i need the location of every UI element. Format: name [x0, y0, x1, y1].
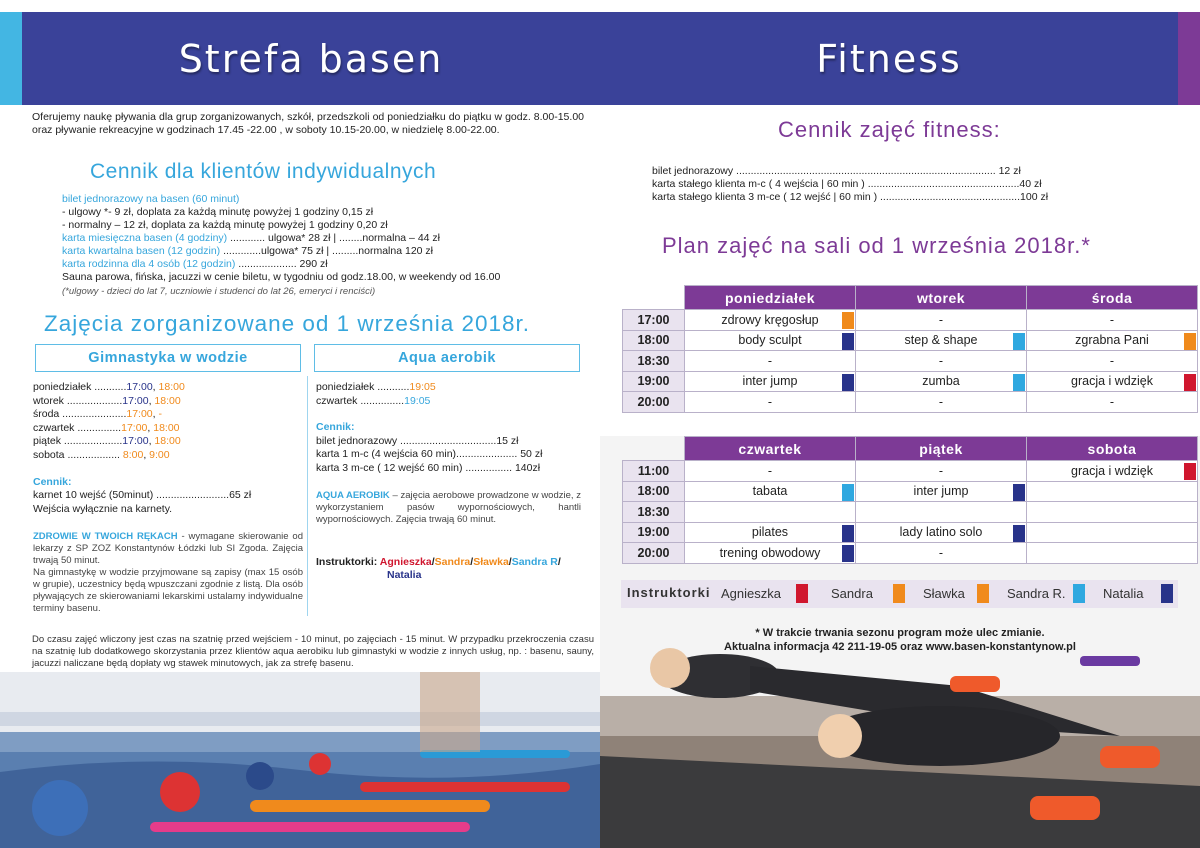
time-cell: 20:00	[623, 543, 685, 564]
class-cell	[1027, 461, 1198, 482]
class-cell	[856, 461, 1027, 482]
gim-sep: ,	[148, 394, 155, 407]
gim-row-3	[33, 422, 303, 436]
class-cell	[1027, 522, 1198, 543]
schedule-table-mon-wed	[622, 285, 1198, 413]
legend-name-sandra-r: Sandra R.	[1007, 586, 1066, 601]
time-cell: 18:00	[623, 330, 685, 351]
gim-day: środa ......................	[33, 408, 127, 421]
miesieczna-values: ............ ulgowa* 28 zł | ........normalna – 44 zł	[227, 232, 440, 244]
kwartalna-label: karta kwartalna basen (12 godzin)	[62, 245, 221, 257]
rodzinna-row	[62, 258, 592, 271]
zdrowie-text-2: Na gimnastykę w wodzie przyjmowane są zapisy (max 15 osób w grupie), uczestnicy będą wpuszczani zgodnie z listą. Dla osób pływających ze skierowaniami lekarskimi ustalamy indywidualne terminy basenu.	[33, 567, 303, 614]
aqua-karta3: karta 3 m-ce ( 12 wejść 60 min) ................ 140zł	[316, 461, 541, 474]
class-cell	[685, 543, 856, 564]
time-cell: 11:00	[623, 461, 685, 482]
gim-time-2: -	[158, 408, 162, 421]
fitness-notes	[700, 626, 1100, 654]
class-cell	[685, 461, 856, 482]
day-header: sobota	[1027, 437, 1198, 461]
legend-swatch-sandra	[893, 584, 905, 603]
legend-swatch-sandra-r	[1073, 584, 1085, 603]
class-name: trening obwodowy	[719, 545, 821, 560]
class-cell	[685, 392, 856, 413]
aqua-instr-sandra: Sandra	[434, 556, 471, 568]
aqua-instruktorki: Instruktorki: Agnieszka/Sandra/Sławka/Sandra R/ Natalia	[316, 556, 561, 581]
legend-swatch-agnieszka	[796, 584, 808, 603]
legend-name-agnieszka: Agnieszka	[721, 586, 781, 601]
gim-time-2: 18:00	[153, 421, 180, 434]
gim-day: sobota ..................	[33, 448, 123, 461]
class-name: step & shape	[904, 333, 978, 348]
ulgowy-line: - ulgowy *- 9 zł, doplata za każdą minutę powyżej 1 godziny 0,15 zł	[62, 206, 374, 218]
class-cell	[1027, 392, 1198, 413]
header-accent-right	[1178, 12, 1200, 105]
class-name: -	[938, 463, 944, 478]
aqua-instr-agnieszka: Agnieszka	[379, 556, 432, 568]
schedule-row	[623, 371, 1198, 392]
zajecia-title: Zajęcia zorganizowane od 1 września 2018r.	[44, 311, 531, 336]
aqua-row-0	[316, 381, 581, 395]
header-band-right	[600, 12, 1178, 105]
gim-time-2: 18:00	[154, 394, 181, 407]
page-title-fitness: Fitness	[816, 36, 962, 81]
instructor-color-marker	[1184, 374, 1196, 391]
instructor-color-marker	[1184, 463, 1196, 480]
bottom-note: Do czasu zajęć wliczony jest czas na szatnię przed wejściem - 10 minut, po zajęciach - 15 minut. W przypadku przekroczenia czasu na szatnię lub dodatkowego skorzystania przez klientów aqua aerobiku lub gimnastyki w wodzie z innych usług, np. : basenu, sauny, jacuzzi naliczane będą dopłaty wg stawek minutowych, jak za strefę basenu.	[32, 634, 594, 669]
pool-photo-illustration	[0, 672, 600, 848]
instructor-color-marker	[1184, 333, 1196, 350]
zdrowie-block	[33, 531, 303, 615]
class-name: zdrowy kręgosłup	[721, 312, 819, 327]
time-cell: 19:00	[623, 522, 685, 543]
legend-name-sandra: Sandra	[831, 586, 873, 601]
kwartalna-values: .............ulgowa* 75 zł | .........normalna 120 zł	[220, 245, 433, 257]
class-cell	[1027, 351, 1198, 372]
aqua-bilet: bilet jednorazowy .................................15 zł	[316, 434, 519, 447]
intro-text: Oferujemy naukę pływania dla grup zorganizowanych, szkół, przedszkoli od poniedziałku do piątku w godz. 8.00-15.00 oraz pływanie rekreacyjne w godzinach 17.45 -22.00 , w soboty 10.15-20.00, w niedzielę 8.00-22.00.	[32, 111, 584, 136]
sauna-line: Sauna parowa, fińska, jacuzzi w cenie biletu, w tygodniu od godz.18.00, w weekendy od 16.00	[62, 271, 501, 283]
schedule-row	[623, 461, 1198, 482]
zdrowie-text: - wymagane skierowanie od lekarzy z SP ZOZ Konstantynów Łódzki lub SI Zgoda. Zajęcia trwają 50 minut.	[33, 531, 303, 566]
gim-time-1: 17:00	[126, 408, 153, 421]
aqua-schedule	[316, 381, 581, 476]
schedule-header-blank	[623, 437, 685, 461]
instruktorki-legend	[621, 580, 1178, 608]
aqua-desc-text: – zajęcia aerobowe prowadzone w wodzie, z wykorzystaniem pasów wypornościowych, hantli wypornościowych. Zajęcia trwają 60 minut.	[316, 490, 581, 525]
gim-cennik-label: Cennik:	[33, 475, 72, 488]
instructor-color-marker	[842, 525, 854, 542]
class-cell	[1027, 330, 1198, 351]
gim-sep: ,	[152, 381, 159, 393]
aqua-instr-label: Instruktorki:	[316, 556, 380, 568]
schedule-row	[623, 392, 1198, 413]
class-cell	[685, 502, 856, 523]
aqua-cennik-label: Cennik:	[316, 421, 355, 434]
fitness-cennik-0: bilet jednorazowy ......................................................................................... 12 zł	[652, 165, 1021, 177]
schedule-row	[623, 502, 1198, 523]
class-name: -	[767, 394, 773, 409]
class-name: inter jump	[913, 484, 969, 499]
kwartalna-row	[62, 245, 592, 258]
day-header: środa	[1027, 286, 1198, 310]
schedule-row	[623, 522, 1198, 543]
gim-sep: ,	[152, 408, 159, 421]
rodzinna-label: karta rodzinna dla 4 osób (12 godzin)	[62, 258, 236, 270]
page-title-strefa-basen: Strefa basen	[178, 36, 444, 81]
gim-time-1: 17:00	[126, 381, 153, 393]
gim-wejscia: Wejścia wyłącznie na karnety.	[33, 502, 173, 515]
day-header: czwartek	[685, 437, 856, 461]
class-cell	[856, 522, 1027, 543]
day-header: wtorek	[856, 286, 1027, 310]
class-cell	[1027, 310, 1198, 331]
schedule-row	[623, 481, 1198, 502]
class-cell	[856, 392, 1027, 413]
gim-day: czwartek ...............	[33, 421, 122, 434]
class-name: -	[1109, 394, 1115, 409]
instruktorki-label: Instruktorki	[627, 585, 711, 600]
legend-name-slawka: Sławka	[923, 586, 965, 601]
normalny-line: - normalny – 12 zł, doplata za każdą minutę powyżej 1 godziny 0,20 zł	[62, 219, 388, 231]
aqua-header: Aqua aerobik	[314, 344, 580, 372]
class-cell	[685, 522, 856, 543]
fitness-note-2: Aktualna informacja 42 211-19-05 oraz www.basen-konstantynow.pl	[724, 641, 1076, 653]
zdrowie-label: ZDROWIE W TWOICH RĘKACH	[33, 531, 178, 542]
class-name: -	[767, 353, 773, 368]
schedule-table-thu-sat	[622, 436, 1198, 564]
gim-time-1: 17:00	[122, 435, 149, 448]
instructor-color-marker	[842, 312, 854, 329]
class-name: body sculpt	[738, 333, 802, 348]
bilet-label: bilet jednorazowy na basen (60 minut)	[62, 193, 240, 205]
class-name: pilates	[751, 525, 789, 540]
rodzinna-values: .................... 290 zł	[235, 258, 328, 270]
time-cell: 19:00	[623, 371, 685, 392]
gim-row-1	[33, 395, 303, 409]
fitness-note-1: * W trakcie trwania sezonu program może ulec zmianie.	[755, 627, 1045, 639]
legend-swatch-natalia	[1161, 584, 1173, 603]
pool-photo	[0, 672, 600, 848]
gim-row-0	[33, 381, 303, 395]
class-cell	[685, 371, 856, 392]
gimnastyka-header: Gimnastyka w wodzie	[35, 344, 301, 372]
instructor-color-marker	[842, 333, 854, 350]
class-name: -	[1109, 353, 1115, 368]
gim-karnet: karnet 10 wejść (50minut) .........................65 zł	[33, 489, 252, 502]
fitness-cennik-1: karta stałego klienta m-c ( 4 wejścia | 60 min ) ....................................................40 zł	[652, 178, 1042, 190]
fitness-cennik-2: karta stałego klienta 3 m-ce ( 12 wejść | 60 min ) ................................................100 zł	[652, 191, 1049, 203]
schedule-header-blank	[623, 286, 685, 310]
aqua-day: czwartek ...............	[316, 394, 405, 407]
time-cell: 20:00	[623, 392, 685, 413]
class-cell	[685, 481, 856, 502]
gim-time-1: 8:00	[122, 448, 144, 461]
class-cell	[685, 310, 856, 331]
column-divider	[307, 376, 308, 616]
gim-day: wtorek ...................	[33, 394, 123, 407]
class-name: -	[938, 353, 944, 368]
class-name: -	[767, 463, 773, 478]
aqua-instr-sandra-r: Sandra R	[511, 556, 558, 568]
class-name: zgrabna Pani	[1075, 333, 1149, 348]
time-cell: 18:00	[623, 481, 685, 502]
schedule-row	[623, 310, 1198, 331]
gim-sep: ,	[143, 448, 150, 461]
gim-row-5	[33, 449, 303, 463]
aqua-day: poniedziałek ...........	[316, 381, 410, 393]
schedule-row	[623, 351, 1198, 372]
gim-row-4	[33, 435, 303, 449]
aqua-desc-label: AQUA AEROBIK	[316, 490, 390, 501]
class-cell	[1027, 543, 1198, 564]
class-cell	[685, 351, 856, 372]
class-name: gracja i wdzięk	[1071, 463, 1153, 478]
day-header: piątek	[856, 437, 1027, 461]
gim-time-2: 18:00	[158, 381, 185, 393]
time-cell: 17:00	[623, 310, 685, 331]
legend-swatch-slawka	[977, 584, 989, 603]
class-cell	[1027, 502, 1198, 523]
gim-day: piątek ....................	[33, 435, 123, 448]
instructor-color-marker	[1013, 333, 1025, 350]
gim-row-2	[33, 408, 303, 422]
cennik-footnote: (*ulgowy - dzieci do lat 7, uczniowie i studenci do lat 26, emeryci i renciści)	[62, 286, 376, 297]
class-name: lady latino solo	[899, 525, 983, 540]
instructor-color-marker	[1013, 484, 1025, 501]
class-cell	[1027, 481, 1198, 502]
class-name: tabata	[752, 484, 788, 499]
instructor-color-marker	[842, 484, 854, 501]
miesieczna-label: karta miesięczna basen (4 godziny)	[62, 232, 228, 244]
instructor-color-marker	[1013, 525, 1025, 542]
class-cell	[685, 330, 856, 351]
legend-name-natalia: Natalia	[1103, 586, 1144, 601]
class-name: -	[938, 312, 944, 327]
time-cell: 18:30	[623, 351, 685, 372]
plan-title: Plan zajęć na sali od 1 września 2018r.*	[662, 233, 1091, 258]
gim-time-2: 9:00	[149, 448, 170, 461]
aqua-karta1: karta 1 m-c (4 wejścia 60 min)..................... 50 zł	[316, 448, 543, 461]
schedule-row	[623, 330, 1198, 351]
cennik-title: Cennik dla klientów indywidualnych	[90, 160, 437, 183]
gim-day: poniedziałek ...........	[33, 381, 127, 393]
gim-sep: ,	[147, 421, 154, 434]
aqua-instr-slawka: Sławka	[473, 556, 509, 568]
gim-time-1: 17:00	[121, 421, 148, 434]
gim-time-1: 17:00	[122, 394, 149, 407]
class-name: gracja i wdzięk	[1071, 374, 1153, 389]
class-name: -	[938, 545, 944, 560]
gim-sep: ,	[148, 435, 155, 448]
class-name: zumba	[922, 374, 960, 389]
class-cell	[856, 371, 1027, 392]
miesieczna-row	[62, 232, 592, 245]
class-cell	[856, 351, 1027, 372]
header-band-left	[22, 12, 600, 105]
class-cell	[856, 330, 1027, 351]
gim-time-2: 18:00	[154, 435, 181, 448]
fitness-cennik-title: Cennik zajęć fitness:	[778, 117, 1001, 142]
aqua-row-1	[316, 395, 581, 409]
instructor-color-marker	[842, 545, 854, 562]
class-cell	[856, 502, 1027, 523]
class-name: -	[1109, 312, 1115, 327]
class-cell	[856, 481, 1027, 502]
schedule-row	[623, 543, 1198, 564]
class-name: -	[938, 394, 944, 409]
gimnastyka-schedule	[33, 381, 303, 516]
fitness-cennik-list	[652, 165, 1145, 204]
class-cell	[856, 543, 1027, 564]
schedule-header-row	[623, 286, 1198, 310]
cennik-list	[62, 193, 592, 298]
class-name: inter jump	[742, 374, 798, 389]
instructor-color-marker	[842, 374, 854, 391]
class-cell	[1027, 371, 1198, 392]
schedule-header-row	[623, 437, 1198, 461]
instructor-color-marker	[1013, 374, 1025, 391]
time-cell: 18:30	[623, 502, 685, 523]
aqua-desc	[316, 490, 581, 526]
class-cell	[856, 310, 1027, 331]
day-header: poniedziałek	[685, 286, 856, 310]
aqua-time: 19:05	[409, 381, 436, 393]
aqua-instr-natalia: Natalia	[387, 569, 422, 581]
header-accent-left	[0, 12, 22, 105]
aqua-time: 19:05	[404, 394, 431, 407]
